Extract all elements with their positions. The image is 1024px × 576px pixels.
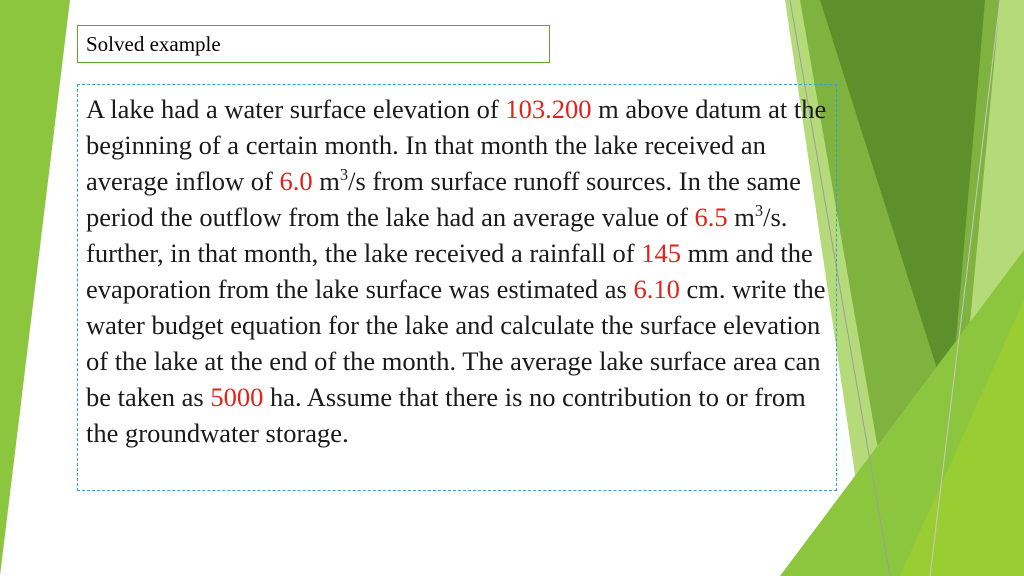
problem-text-9: ha. Assume that there is no contribution to or from the groundwater storage. (86, 382, 806, 448)
slide-title: Solved example (86, 31, 221, 56)
slide-title-box (77, 25, 550, 63)
outflow-value: 6.5 (694, 202, 728, 232)
initial-elevation-value: 103.200 (505, 94, 592, 124)
problem-text-2: m above datum at the beginning of a certain month. In that month the lake received an average inflow of (86, 94, 827, 196)
rainfall-value: 145 (641, 238, 681, 268)
problem-text-1: A lake had a water surface elevation of (86, 94, 506, 124)
superscript-3-outflow: 3 (754, 200, 764, 220)
evaporation-value: 6.10 (633, 274, 680, 304)
problem-text-5: m (727, 202, 755, 232)
superscript-3-inflow: 3 (339, 164, 349, 184)
problem-statement (86, 91, 830, 451)
problem-text-6: /s. further, in that month, the lake received a rainfall of (86, 202, 788, 268)
problem-text-box (77, 84, 837, 491)
problem-text-7: mm and the evaporation from the lake surface was estimated as (86, 238, 813, 304)
left-green-stripe (0, 0, 70, 576)
problem-text-4: /s from surface runoff sources. In the same period the outflow from the lake had an average value of (86, 166, 801, 232)
inflow-value: 6.0 (279, 166, 313, 196)
problem-text-3: m (312, 166, 340, 196)
problem-text-8: cm. write the water budget equation for the lake and calculate the surface elevation of the lake at the end of the month. The average lake surface area can be taken as (86, 274, 826, 412)
surface-area-value: 5000 (210, 382, 264, 412)
